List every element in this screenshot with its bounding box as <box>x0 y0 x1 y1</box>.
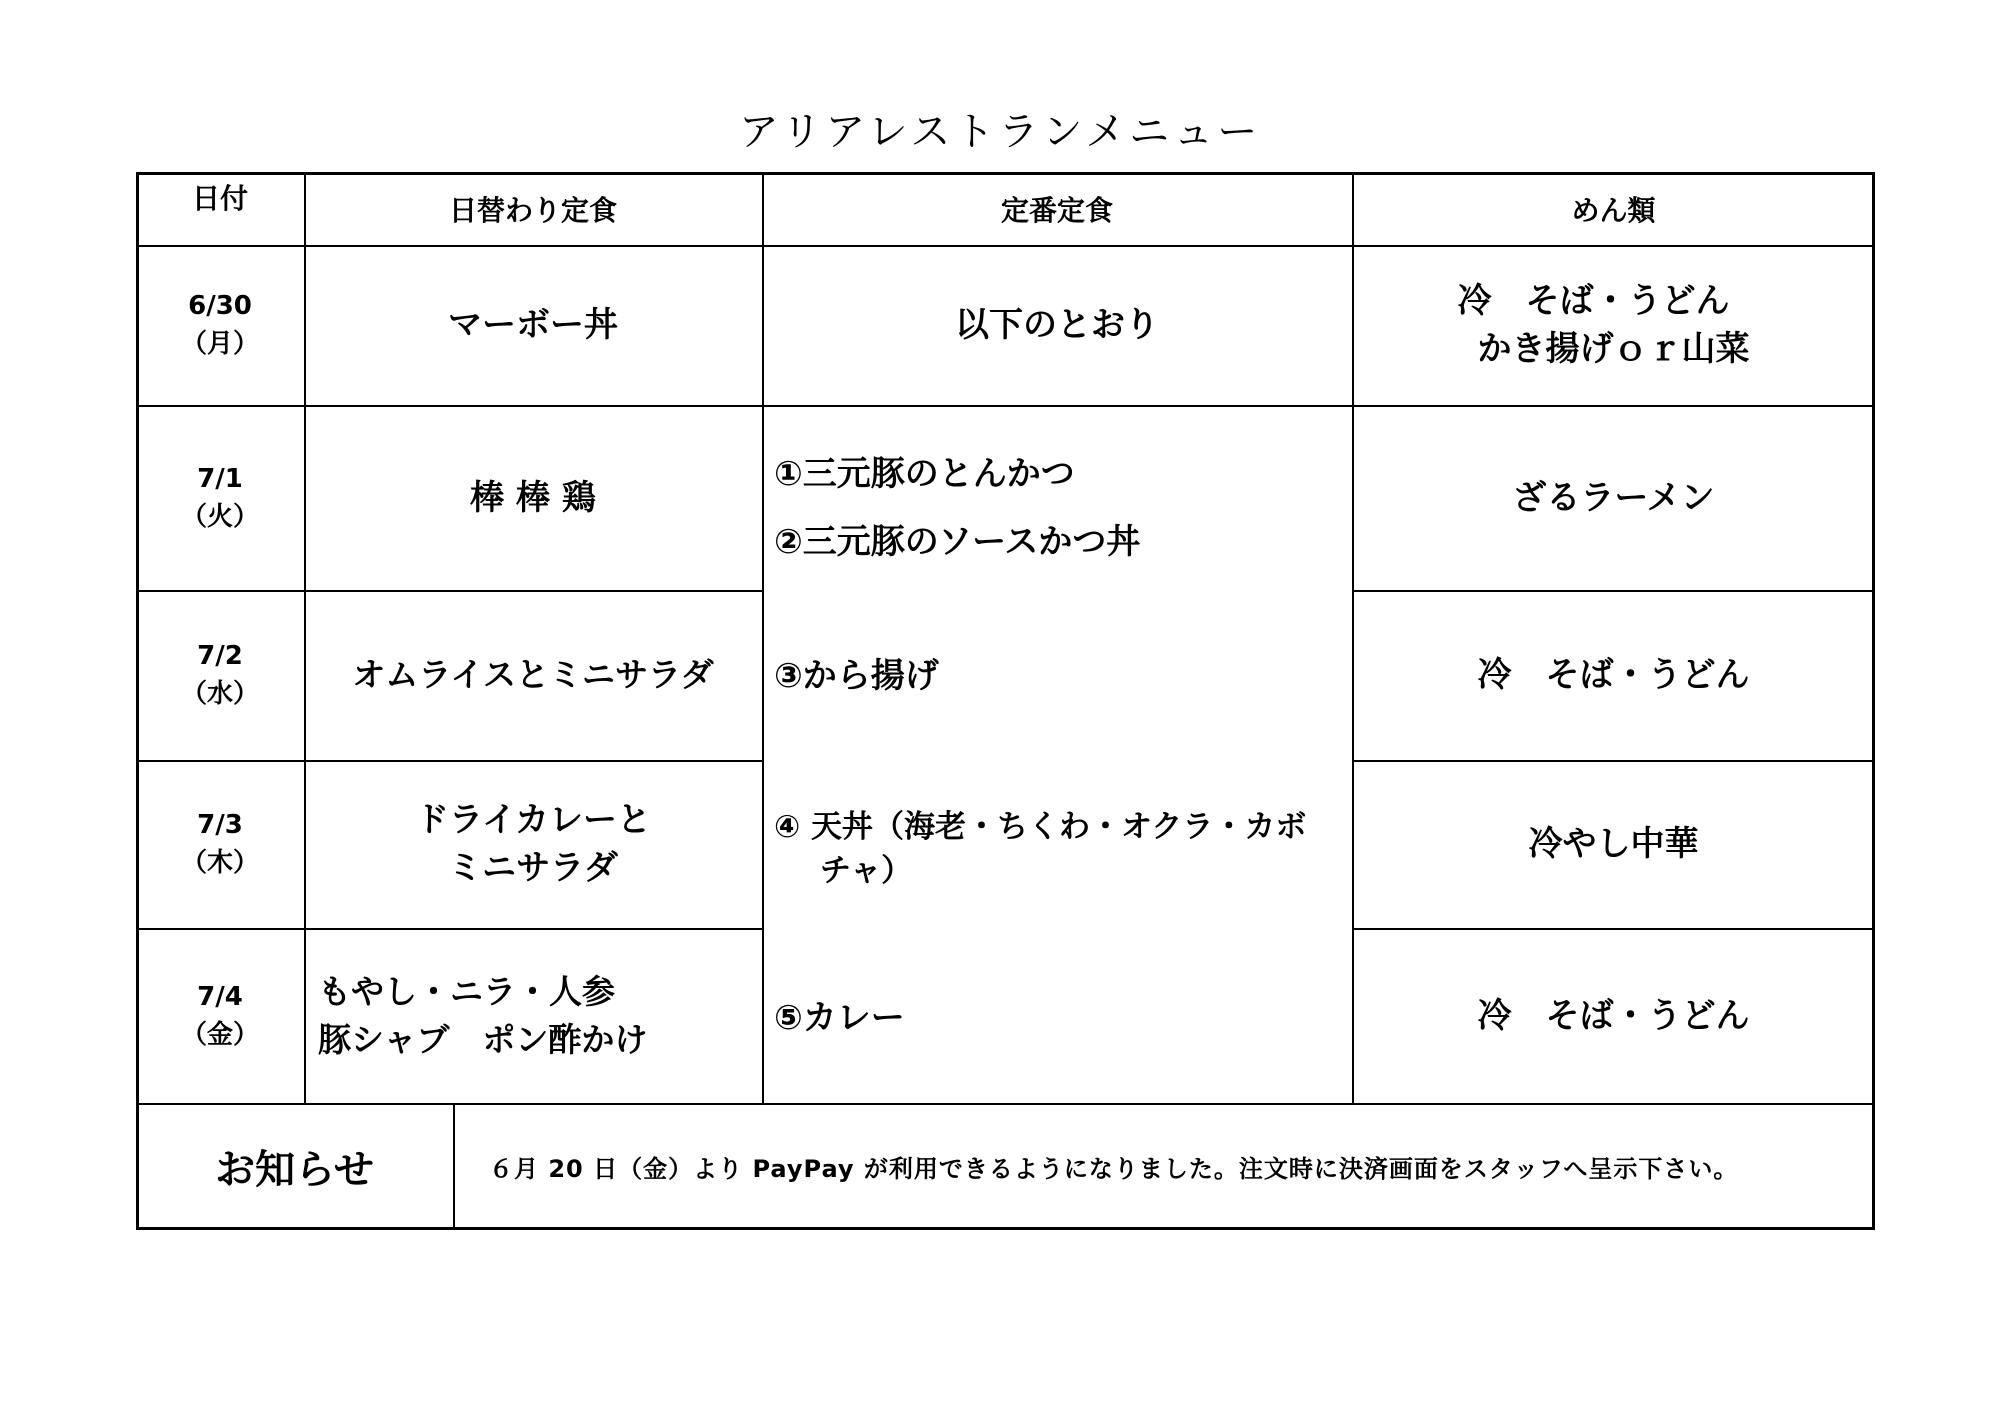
noodle-menu-cell <box>1352 245 1875 405</box>
date-value: 7/1 <box>197 463 243 494</box>
date-cell <box>136 928 304 1103</box>
date-cell <box>136 760 304 928</box>
daily-menu-line: マーボー丼 <box>448 305 618 345</box>
daily-menu-line: ミニサラダ <box>448 848 618 888</box>
header-standard <box>762 172 1352 245</box>
noodle-menu-cell <box>1352 590 1875 760</box>
noodle-menu-line: 冷 そば・うどん <box>1457 281 1730 321</box>
daily-menu-line: 棒 棒 鶏 <box>470 477 596 518</box>
noodle-menu-line: ざるラーメン <box>1512 477 1715 518</box>
weekday-value: （月） <box>180 329 259 359</box>
daily-menu-line: ドライカレーと <box>415 800 651 840</box>
weekday-value: （金） <box>180 1019 259 1050</box>
daily-menu-cell <box>304 590 762 760</box>
header-daily-label: 日替わり定食 <box>448 193 617 227</box>
noodle-menu-line: 冷 そば・うどん <box>1477 655 1750 695</box>
noodle-menu-cell <box>1352 405 1875 590</box>
noodle-menu-line: かき揚げｏｒ山菜 <box>1477 329 1750 369</box>
noodle-menu-cell <box>1352 928 1875 1103</box>
date-cell <box>136 405 304 590</box>
daily-menu-cell <box>304 245 762 405</box>
standard-item: チャ） <box>820 853 913 889</box>
date-value: 7/2 <box>197 641 243 671</box>
standard-item: ①三元豚のとんかつ <box>774 454 1075 494</box>
weekday-value: （火） <box>180 501 259 532</box>
standard-item: ④ 天丼（海老・ちくわ・オクラ・カボ <box>774 809 1307 845</box>
weekday-value: （水） <box>180 679 259 709</box>
daily-menu-cell <box>304 405 762 590</box>
standard-item: ②三元豚のソースかつ丼 <box>774 522 1141 562</box>
noodle-menu-line: 冷 そば・うどん <box>1477 995 1750 1036</box>
header-date-label: 日付 <box>191 182 248 215</box>
weekday-value: （木） <box>180 848 259 878</box>
daily-menu-cell <box>304 928 762 1103</box>
notice-label: お知らせ <box>215 1147 374 1193</box>
notice-label-cell <box>136 1103 453 1230</box>
daily-menu-cell <box>304 760 762 928</box>
date-value: 6/30 <box>188 291 252 321</box>
header-daily <box>304 172 762 245</box>
daily-menu-line: 豚シャブ ポン酢かけ <box>318 1019 648 1059</box>
date-value: 7/4 <box>197 981 243 1012</box>
noodle-menu-cell <box>1352 760 1875 928</box>
date-cell <box>136 590 304 760</box>
standard-item: ③から揚げ <box>774 656 939 696</box>
header-noodles-label: めん類 <box>1571 193 1656 227</box>
notice-text-cell <box>453 1103 1875 1230</box>
standard-item: ⑤カレー <box>774 998 905 1038</box>
standard-intro: 以下のとおり <box>955 305 1159 345</box>
date-cell <box>136 245 304 405</box>
header-date <box>136 172 304 222</box>
notice-text: ６月 20 日（金）より PayPay が利用できるようになりました。注文時に決済画面をスタッフへ呈示下さい。 <box>489 1155 1739 1183</box>
page-title: アリアレストランメニュー <box>738 109 1262 155</box>
date-value: 7/3 <box>197 810 243 840</box>
header-standard-label: 定番定食 <box>1000 193 1113 227</box>
noodle-menu-line: 冷やし中華 <box>1528 824 1699 864</box>
daily-menu-line: オムライスとミニサラダ <box>352 655 714 694</box>
standard-intro-cell <box>762 245 1352 405</box>
daily-menu-line: もやし・ニラ・人参 <box>318 971 615 1011</box>
header-noodles <box>1352 172 1875 245</box>
